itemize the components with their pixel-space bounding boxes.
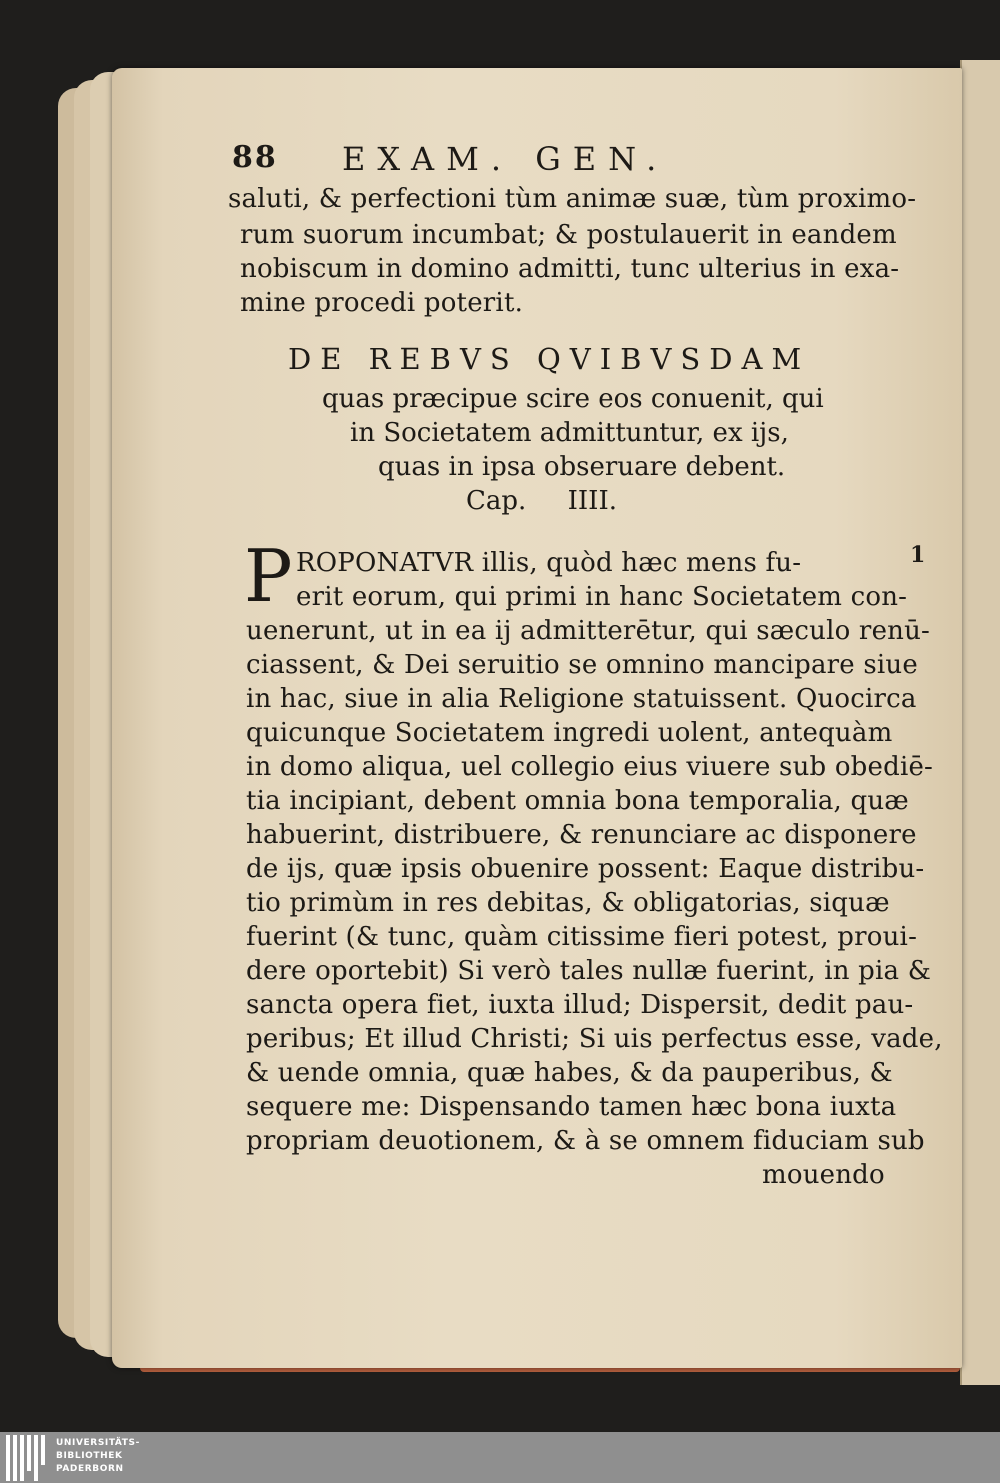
text-line: & uende omnia, quæ habes, & da pauperibus, &: [246, 1058, 893, 1088]
text-line: nobiscum in domino admitti, tunc ulterius in exa-: [240, 254, 900, 284]
text-line: quicunque Societatem ingredi uolent, antequàm: [246, 718, 893, 748]
page-header: [232, 140, 852, 180]
text-line: tio primùm in res debitas, & obligatorias, siquæ: [246, 888, 890, 918]
text-line: sequere me: Dispensando tamen hæc bona iuxta: [246, 1092, 897, 1122]
text-line: peribus; Et illud Christi; Si uis perfectus esse, vade,: [246, 1024, 943, 1054]
chapter-subtitle-line: in Societatem admittuntur, ex ijs,: [350, 418, 789, 448]
text-line: uenerunt, ut in ea ij admitterētur, qui sæculo renū-: [246, 616, 931, 646]
catchword: mouendo: [762, 1160, 885, 1190]
facing-page-edge: [960, 60, 1000, 1385]
text-line: fuerint (& tunc, quàm citissime fieri potest, proui-: [246, 922, 918, 952]
chapter-subtitle-line: quas in ipsa obseruare debent.: [378, 452, 786, 482]
library-footer: [0, 1432, 1000, 1483]
page-number: 88: [232, 140, 278, 175]
text-line: de ijs, quæ ipsis obuenire possent: Eaque distribu-: [246, 854, 925, 884]
text-line: erit eorum, qui primi in hanc Societatem con-: [296, 582, 908, 612]
running-head: EXAM. GEN.: [342, 140, 669, 178]
text-line: in domo aliqua, uel collegio eius viuere sub obediē-: [246, 752, 934, 782]
drop-cap: P: [244, 534, 293, 618]
text-line: mine procedi poterit.: [240, 288, 524, 318]
text-line: propriam deuotionem, & à se omnem fiduciam sub: [246, 1126, 925, 1156]
library-name: UNIVERSITÄTS- BIBLIOTHEK PADERBORN: [56, 1438, 140, 1474]
text-line: rum suorum incumbat; & postulauerit in eandem: [240, 220, 897, 250]
chapter-title: DE REBVS QVIBVSDAM: [288, 342, 811, 376]
text-line: saluti, & perfectioni tùm animæ suæ, tùm proximo-: [228, 184, 917, 214]
text-line: tia incipiant, debent omnia bona temporalia, quæ: [246, 786, 909, 816]
chapter-number: Cap. IIII.: [466, 486, 617, 516]
text-line: ROPONATVR illis, quòd hæc mens fu-: [296, 548, 802, 578]
chapter-subtitle-line: quas præcipue scire eos conuenit, qui: [322, 384, 824, 414]
library-logo-icon: [4, 1435, 50, 1481]
margin-mark: 1: [910, 542, 926, 568]
text-line: habuerint, distribuere, & renunciare ac disponere: [246, 820, 917, 850]
text-line: in hac, siue in alia Religione statuissent. Quocirca: [246, 684, 917, 714]
text-line: sancta opera fiet, iuxta illud; Dispersit, dedit pau-: [246, 990, 914, 1020]
text-line: dere oportebit) Si verò tales nullæ fuerint, in pia &: [246, 956, 932, 986]
text-line: ciassent, & Dei seruitio se omnino mancipare siue: [246, 650, 918, 680]
